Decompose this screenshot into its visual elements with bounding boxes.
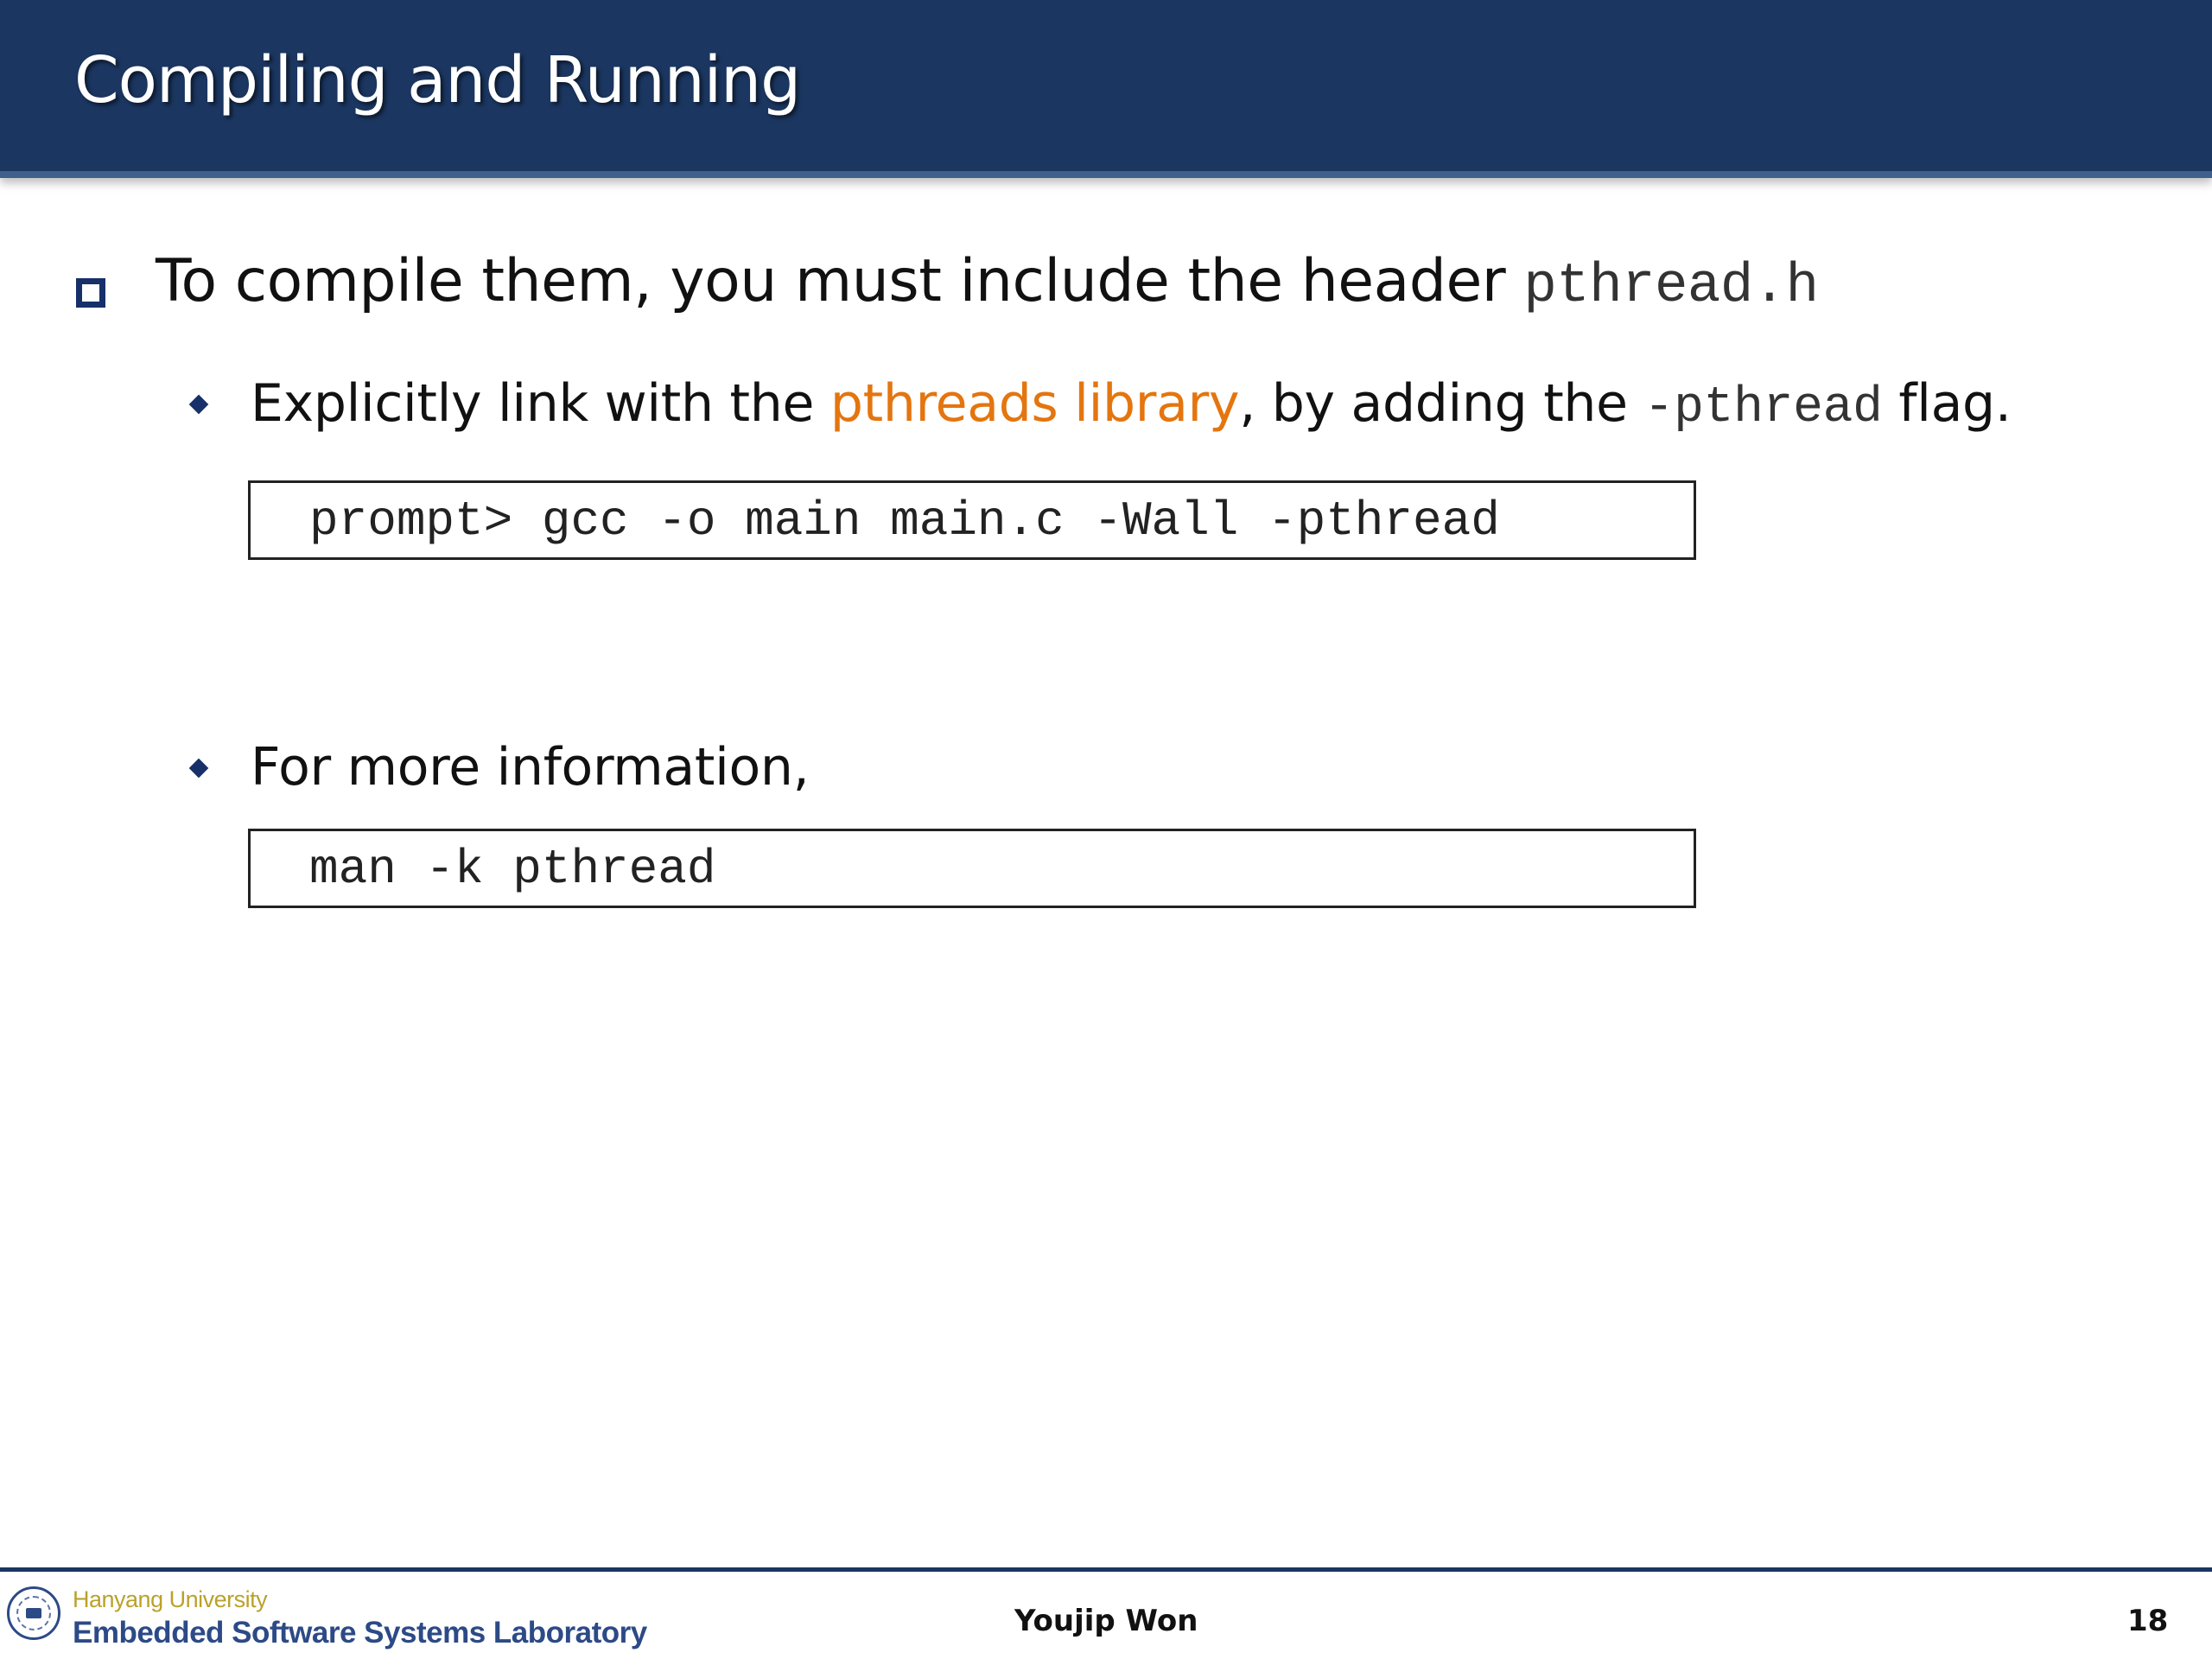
bullet-level1 <box>76 247 2150 334</box>
bullet-level2-text: For more information, <box>251 737 810 798</box>
highlight-text: pthreads library <box>830 373 1240 434</box>
footer-lab: Embedded Software Systems Laboratory <box>73 1616 647 1649</box>
inline-code: -pthread <box>1643 380 1883 436</box>
hollow-square-bullet-icon <box>76 278 105 308</box>
bullet-text-after: , by adding the <box>1239 373 1644 434</box>
code-block-text: prompt> gcc -o main main.c -Wall -pthread <box>309 493 1500 549</box>
diamond-bullet-icon <box>189 395 209 415</box>
diamond-bullet-icon <box>189 759 209 779</box>
bullet-text-end: flag. <box>1882 373 2012 434</box>
bullet-text: To compile them, you must include the header <box>156 247 1524 315</box>
page-number: 18 <box>2127 1604 2169 1638</box>
university-seal-icon <box>7 1586 60 1640</box>
slide-title: Compiling and Running <box>74 43 801 118</box>
code-block <box>248 829 1696 908</box>
code-block <box>248 480 1696 560</box>
bullet-level2-link <box>187 373 2174 451</box>
footer-university: Hanyang University <box>73 1586 268 1612</box>
title-bar <box>0 0 2212 178</box>
code-block-text: man -k pthread <box>309 842 716 897</box>
footer-author: Youjip Won <box>1014 1604 1198 1638</box>
bullet-level2-info <box>187 737 2174 815</box>
bullet-level2-text <box>251 373 2012 436</box>
bullet-text-before: Explicitly link with the <box>251 373 830 434</box>
inline-code: pthread.h <box>1523 256 1819 318</box>
bullet-level1-text <box>156 247 1819 318</box>
footer-divider <box>0 1567 2212 1572</box>
